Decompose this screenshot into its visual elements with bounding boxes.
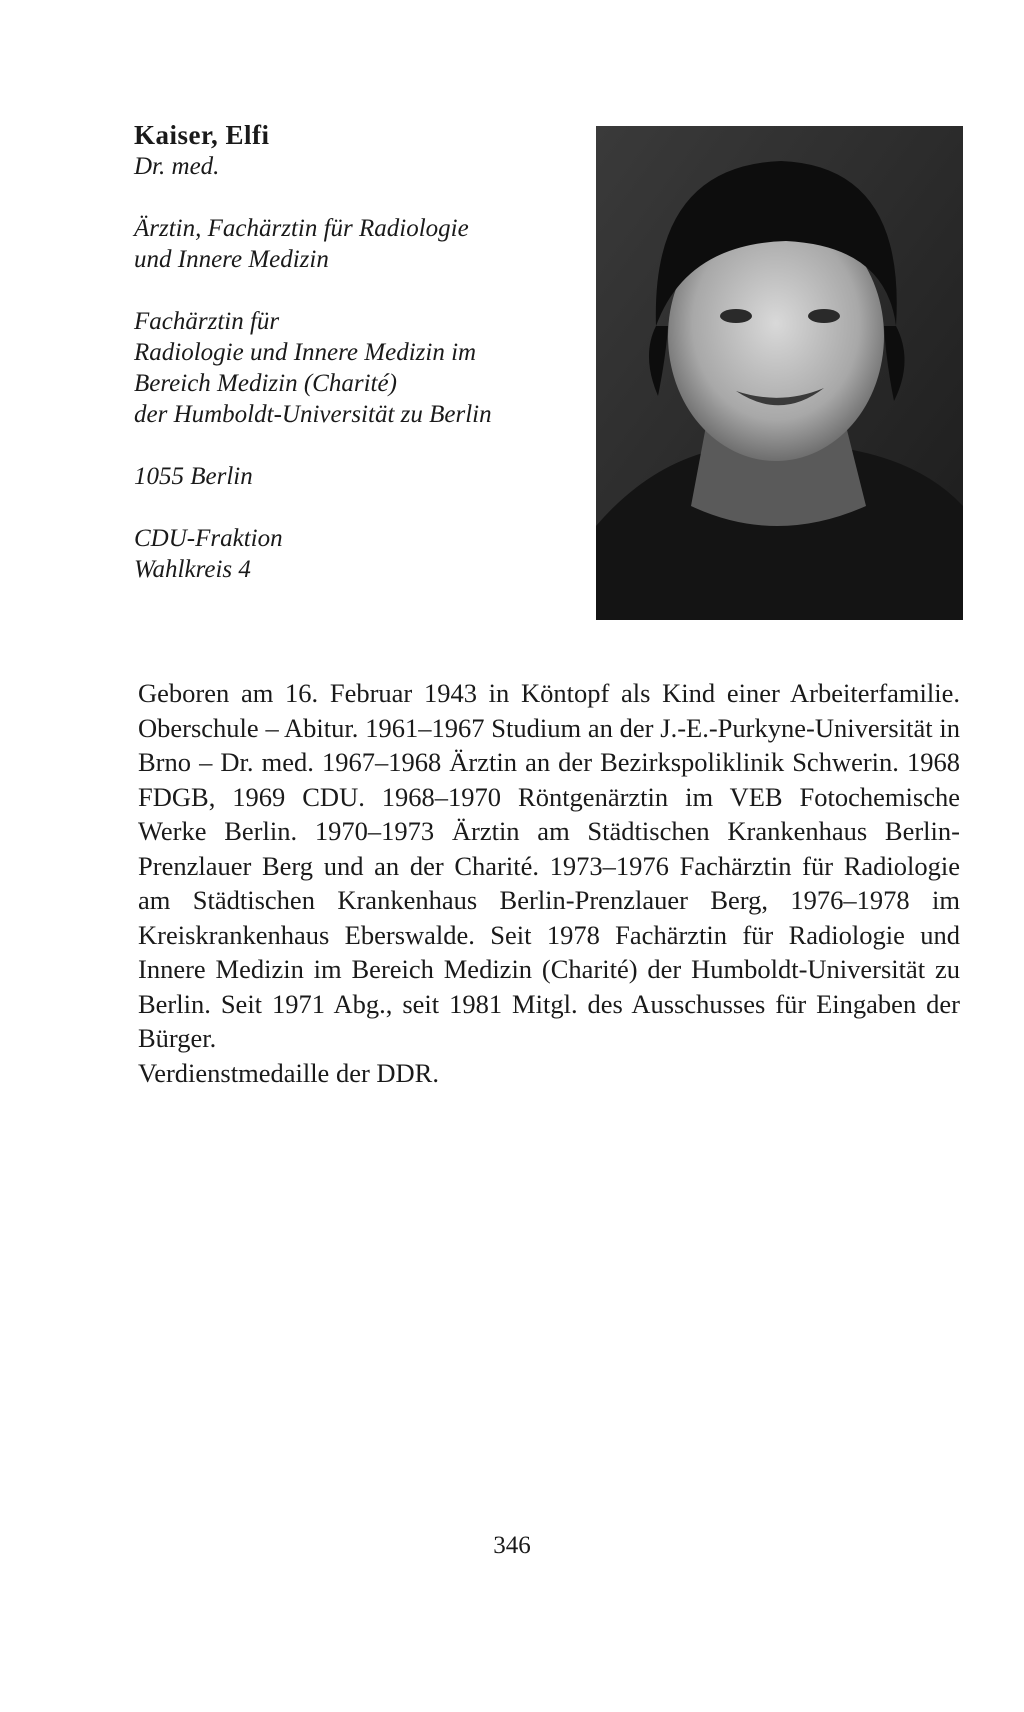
person-name: Kaiser, Elfi [134,120,270,150]
position-line: Bereich Medizin (Charité) [134,370,397,397]
biography-paragraph: Geboren am 16. Februar 1943 in Köntopf als Kind einer Arbeiterfamilie. Oberschule – Abitur. 1961–1967 Studium an der J.-E.-Purkyne-Universität in Brno – Dr. med. 1967–1968 Ärztin an der Bezirkspoliklinik Schwerin. 1968 FDGB, 1969 CDU. 1968–1970 Röntgenärztin im VEB Fotochemische Werke Berlin. 1970–1973 Ärztin am Städtischen Krankenhaus Berlin-Prenzlauer Berg und an der Charité. 1973–1976 Fachärztin für Radiologie am Städtischen Krankenhaus Berlin-Prenzlauer Berg, 1976–1978 im Kreiskrankenhaus Eberswalde. Seit 1978 Fachärztin für Radiologie und Innere Medizin im Bereich Medizin (Charité) der Humboldt-Universität zu Berlin. Seit 1971 Abg., seit 1981 Mitgl. des Ausschusses für Eingaben der Bürger. [138,678,960,1053]
academic-degree: Dr. med. [134,153,220,180]
page-number: 346 [493,1532,531,1559]
position-line: der Humboldt-Universität zu Berlin [134,401,492,428]
portrait-photo [596,126,963,620]
location-line: 1055 Berlin [134,463,253,490]
constituency-line: Wahlkreis 4 [134,556,251,583]
portrait-illustration [596,126,963,620]
position-line: Radiologie und Innere Medizin im [134,339,477,366]
entry-header [134,118,574,585]
biography-text [138,676,960,1090]
position-block [134,306,574,430]
faction-block [134,523,574,585]
profession-line: Ärztin, Fachärztin für Radiologie [134,215,469,242]
profession-line: und Innere Medizin [134,246,329,273]
location-block [134,461,574,492]
award-line: Verdienstmedaille der DDR. [138,1057,439,1088]
position-line: Fachärztin für [134,308,280,335]
profession-block [134,213,574,275]
faction-line: CDU-Fraktion [134,525,283,552]
